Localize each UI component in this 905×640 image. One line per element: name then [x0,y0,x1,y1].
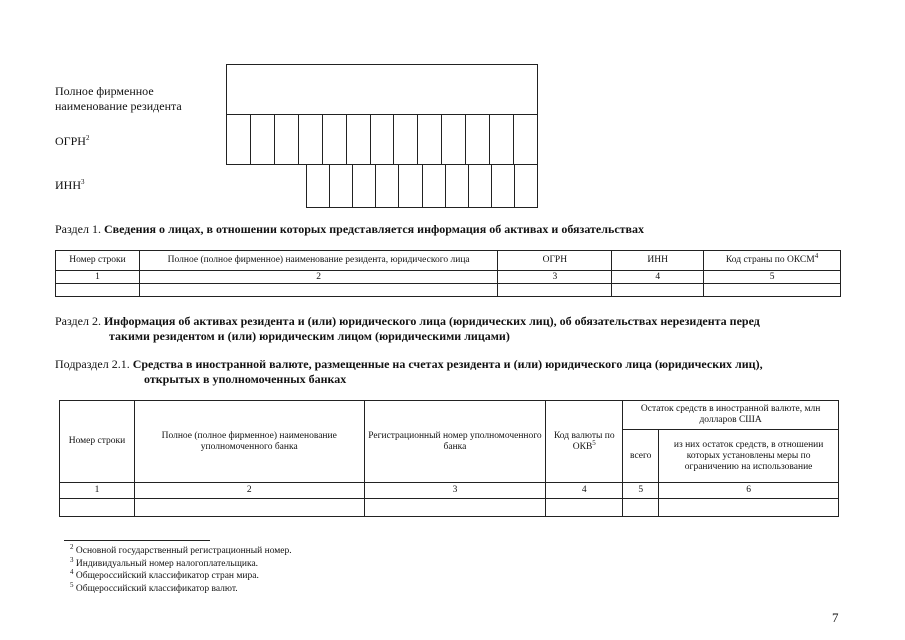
inn-cell-divider [468,164,469,207]
full-name-label: Полное фирменное наименование резидента [55,84,182,113]
footnote-item: $^4$ Общероссийский классификатор стран мира. [70,567,259,581]
footnote-item: $^3$ Индивидуальный номер налогоплательщика. [70,555,259,569]
page-number: 7 [832,610,839,625]
col-number: 5 [704,271,841,284]
inn-label: ИНН$^3$ [55,178,85,192]
inn-cell-divider [329,164,330,207]
col-row-number: Номер строки [56,251,140,271]
grid-rule [306,207,538,208]
empty-cell[interactable] [139,284,498,297]
col-currency-code: Код валюты по ОКВ$^5$ [546,401,623,483]
col-ogrn: ОГРН [498,251,612,271]
col-country-code: Код страны по ОКСМ$^4$ [704,251,841,271]
ogrn-cell-divider [417,114,418,164]
col-total: всего [623,430,659,483]
empty-cell[interactable] [364,499,546,517]
ogrn-label: ОГРН$^2$ [55,134,90,148]
grid-rule [226,64,537,65]
ogrn-cell-divider [274,114,275,164]
grid-rule [226,64,227,164]
ogrn-cell-divider [465,114,466,164]
full-name-field[interactable] [226,64,537,114]
col-number: 2 [139,271,498,284]
empty-cell[interactable] [546,499,623,517]
section2-heading: Раздел 2. Информация об активах резидента и (или) юридического лица (юридических лиц), об обязательствах нерезидента перед такими резидентом и (или) юридическим лицом (юридическими лицами) [55,314,760,343]
col-row-number: Номер строки [60,401,135,483]
inn-cell-divider [491,164,492,207]
grid-rule [306,164,307,207]
col-resident-name: Полное (полное фирменное) наименование резидента, юридического лица [139,251,498,271]
col-number: 3 [498,271,612,284]
inn-cell-divider [422,164,423,207]
ogrn-field[interactable] [226,114,537,164]
inn-cell-divider [398,164,399,207]
ogrn-cell-divider [441,114,442,164]
inn-cell-divider [375,164,376,207]
col-number: 4 [546,483,623,499]
footnote-item: $^5$ Общероссийский классификатор валют. [70,580,238,594]
col-number: 3 [364,483,546,499]
col-inn: ИНН [612,251,704,271]
empty-cell[interactable] [623,499,659,517]
col-balance-group: Остаток средств в иностранной валюте, млн долларов США [623,401,839,430]
subsection21-table [59,400,839,517]
empty-cell[interactable] [612,284,704,297]
col-bank-name: Полное (полное фирменное) наименование уполномоченного банка [134,401,364,483]
ogrn-cell-divider [513,114,514,164]
grid-rule [537,64,538,207]
ogrn-cell-divider [322,114,323,164]
section1-table [55,250,841,297]
empty-cell[interactable] [498,284,612,297]
col-number: 1 [56,271,140,284]
ogrn-cell-divider [489,114,490,164]
empty-cell[interactable] [659,499,839,517]
subsection21-heading: Подраздел 2.1. Средства в иностранной валюте, размещенные на счетах резидента и (или) юридического лица (юридических лиц), открытых в уполномоченных банках [55,357,763,386]
inn-cell-divider [445,164,446,207]
col-number: 1 [60,483,135,499]
empty-cell[interactable] [60,499,135,517]
ogrn-cell-divider [298,114,299,164]
empty-cell[interactable] [56,284,140,297]
footnote-item: $^2$ Основной государственный регистрационный номер. [70,542,292,556]
ogrn-cell-divider [393,114,394,164]
col-number: 5 [623,483,659,499]
col-restricted: из них остаток средств, в отношении которых установлены меры по ограничению на использование [659,430,839,483]
col-reg-number: Регистрационный номер уполномоченного банка [364,401,546,483]
footnote-rule [64,540,210,541]
empty-cell[interactable] [134,499,364,517]
footnotes [70,542,292,595]
grid-rule [226,114,537,115]
ogrn-cell-divider [346,114,347,164]
empty-cell[interactable] [704,284,841,297]
col-number: 6 [659,483,839,499]
inn-cell-divider [352,164,353,207]
ogrn-cell-divider [370,114,371,164]
inn-cell-divider [514,164,515,207]
col-number: 4 [612,271,704,284]
col-number: 2 [134,483,364,499]
section1-heading: Раздел 1. Сведения о лицах, в отношении которых представляется информация об активах и обязательствах [55,222,645,236]
ogrn-cell-divider [250,114,251,164]
